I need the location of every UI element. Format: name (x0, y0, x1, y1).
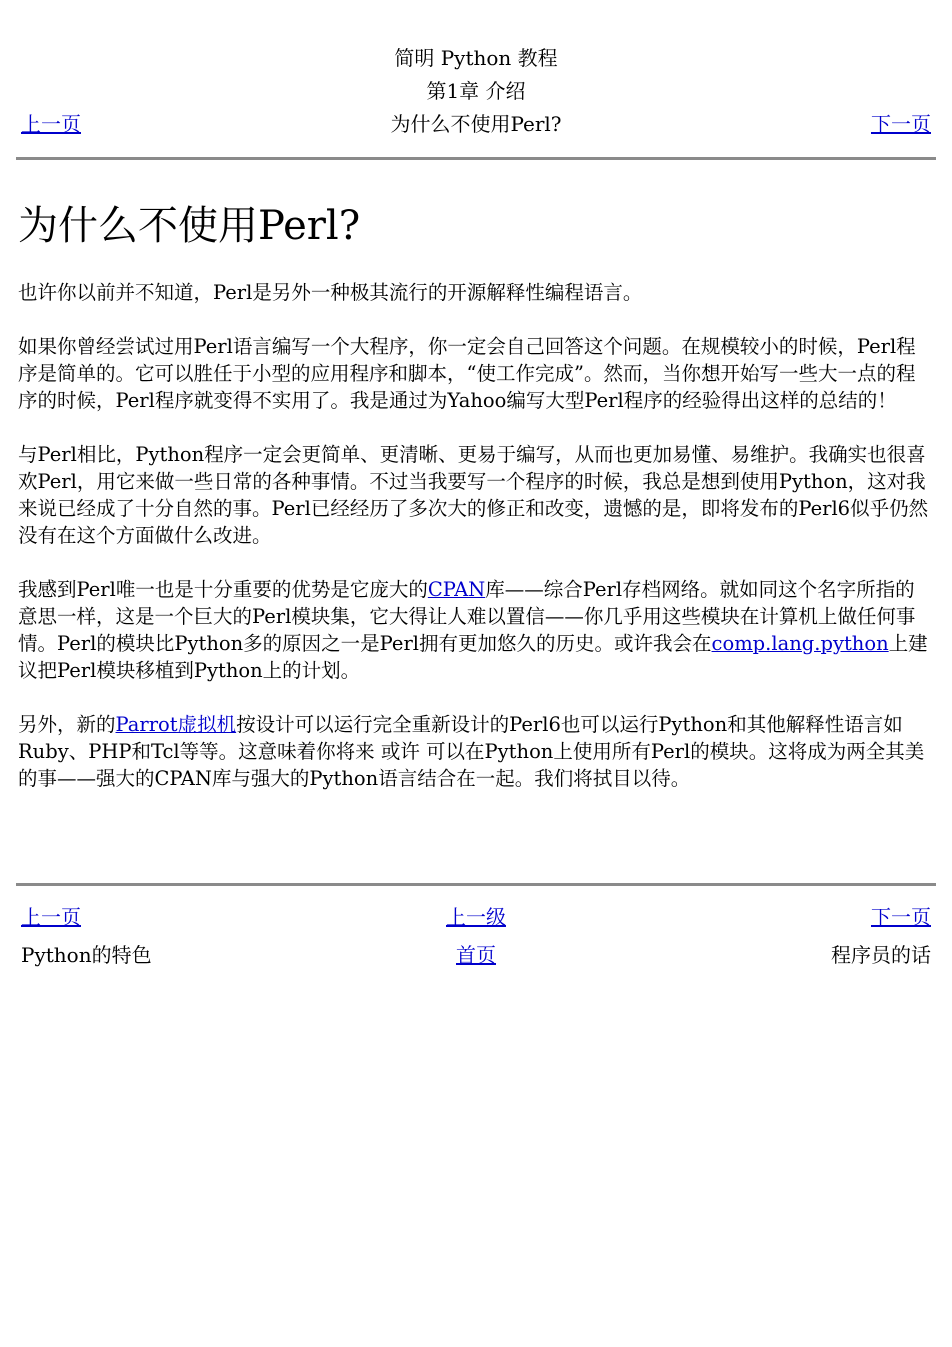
footer-next-title: 程序员的话 (831, 943, 931, 967)
newsgroup-link[interactable]: comp.lang.python (711, 632, 889, 655)
paragraph-2: 如果你曾经尝试过用Perl语言编写一个大程序，你一定会自己回答这个问题。在规模较小的时候，Perl程序是简单的。它可以胜任于小型的应用程序和脚本，“使工作完成”。然而，当你想开始写一些大一点的程序的时候，Perl程序就变得不实用了。我是通过为Yahoo编写大型Perl程序的经验得出这样的总结的！ (18, 335, 916, 412)
p5-text-b: 按设计可以运行完全重新设计的Perl6也可以运行Python和其他解释性语言如Ruby、PHP和Tcl等等。这意味着你将来 或许 可以在Python上使用所有Perl的模块。这将成为两全其美的事——强大的CPAN库与强大的Python语言结合在一起。我们将拭目以待。 (18, 713, 925, 790)
article-content (18, 196, 934, 792)
p4-text-c: 上建议把Perl模块移植到Python上的计划。 (18, 632, 928, 682)
paragraph-5 (18, 711, 934, 792)
header-section-title: 为什么不使用Perl? (390, 112, 562, 136)
footer-prev-title: Python的特色 (21, 943, 152, 967)
page-header (16, 42, 936, 141)
footer-divider (16, 883, 936, 886)
footer-title-row (16, 936, 936, 974)
p5-text-a: 另外，新的 (18, 713, 116, 736)
page-footer (16, 898, 936, 974)
header-next-link[interactable]: 下一页 (871, 112, 931, 136)
header-prev-link[interactable]: 上一页 (21, 112, 81, 136)
header-nav (16, 108, 936, 141)
footer-home-link[interactable]: 首页 (456, 943, 496, 967)
header-divider (16, 157, 936, 160)
paragraph-4 (18, 576, 934, 684)
p4-text-b: 库——综合Perl存档网络。就如同这个名字所指的意思一样，这是一个巨大的Perl模块集，它大得让人难以置信——你几乎用这些模块在计算机上做任何事情。Perl的模块比Python多的原因之一是Perl拥有更加悠久的历史。或许我会在 (18, 578, 916, 655)
cpan-link[interactable]: CPAN (427, 578, 486, 601)
footer-up-link[interactable]: 上一级 (446, 905, 506, 929)
footer-prev-link[interactable]: 上一页 (21, 905, 81, 929)
p4-text-a: 我感到Perl唯一也是十分重要的优势是它庞大的 (18, 578, 428, 601)
paragraph-1: 也许你以前并不知道，Perl是另外一种极其流行的开源解释性编程语言。 (18, 281, 643, 304)
chapter-title: 第1章 介绍 (426, 79, 526, 103)
book-title: 简明 Python 教程 (394, 46, 558, 70)
parrot-link[interactable]: Parrot虚拟机 (115, 713, 237, 736)
paragraph-3: 与Perl相比，Python程序一定会更简单、更清晰、更易于编写，从而也更加易懂、易维护。我确实也很喜欢Perl，用它来做一些日常的各种事情。不过当我要写一个程序的时候，我总是想到使用Python，这对我来说已经成了十分自然的事。Perl已经经历了多次大的修正和改变，遗憾的是，即将发布的Perl6似乎仍然没有在这个方面做什么改进。 (18, 443, 929, 547)
footer-nav-row (16, 898, 936, 936)
page-title: 为什么不使用Perl? (18, 203, 361, 249)
footer-next-link[interactable]: 下一页 (871, 905, 931, 929)
